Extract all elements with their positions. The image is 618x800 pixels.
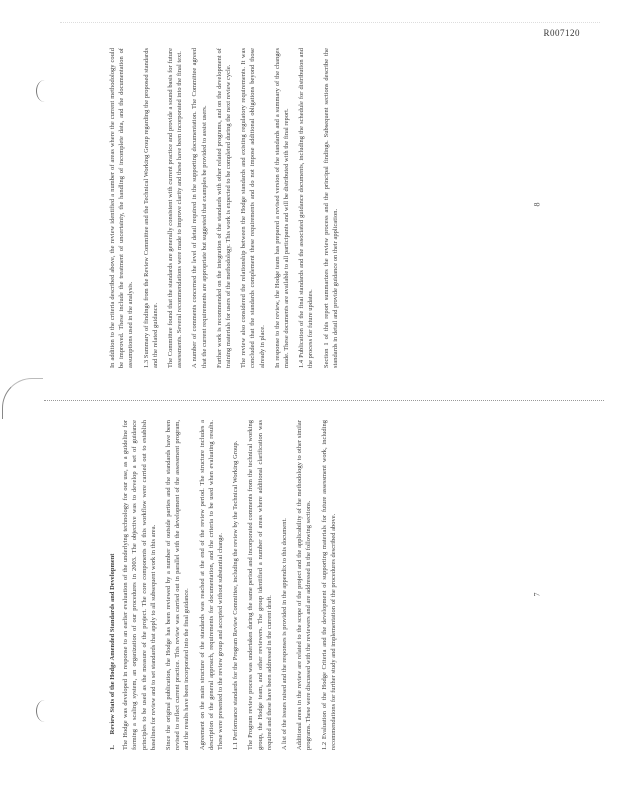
paragraph: In addition to the criteria described above, the review identified a number of areas where the current methodology could be improved. These include the treatment of uncertainty, the handling of incomplete data, and the documentation of assumptions used in the analysis.: [109, 48, 135, 368]
paragraph: Agreement on the main structure of the standards was reached at the end of the review period. The structure includes a description of the general approach, requirements for documentation, and the criteria to be used when evaluating results. These were presented to the review group and accepted without substantial change.: [198, 420, 225, 750]
paragraph: 1.1 Performance standards for the Program Review Committee, including the review by the Technical Working Group.: [232, 440, 240, 750]
paragraph: The Committee found that the standards are generally consistent with current practice and provide a sound basis for future assessments. Several recommendations were made to improve clarity and these have been incorporated into the final text.: [167, 48, 184, 368]
paragraph: 1.2 Evaluation of the Hodge Criteria and the development of supporting materials for future assessment work, including recommendations for further study and implementation of the procedures described above.: [320, 420, 337, 750]
paragraph: Further work is recommended on the integration of the standards with other related programs, and on the development of training materials for users of the methodology. This work is expected to be completed during the next review cycle.: [215, 48, 233, 368]
paragraph: Section 1 of this report summarizes the review process and the principal findings. Subsequent sections describe the standards in detail and provide guidance on their application.: [322, 48, 339, 368]
paragraph: Additional areas in the review are related to the scope of the project and the applicability of the methodology to other similar programs. These were discussed with the reviewers and are addressed in the following sections.: [296, 420, 313, 750]
binding-mark-top: [36, 80, 53, 102]
section-number: 1.: [109, 745, 116, 750]
page-number-lower: 7: [532, 592, 542, 597]
section-heading: [108, 420, 117, 750]
paragraph: A number of comments concerned the level of detail required in the supporting documentation. The Committee agreed that the current requirements are appropriate but suggested that examples be provided to assist users.: [191, 48, 208, 368]
section-title: Review Stats of the Hodge Amended Standards and Development: [109, 553, 116, 735]
lower-page-text: [108, 420, 344, 750]
page-number-upper: 8: [532, 202, 542, 207]
paragraph: In response to the review, the Hodge team has prepared a revised version of the standards and a summary of the changes made. These documents are available to all participants and will be distributed with the final report.: [273, 48, 291, 368]
fold-mark: [2, 378, 43, 419]
paragraph: The Program review process was undertaken during the same period and incorporated comments from the technical working group, the Hodge team, and other reviewers. The group identified a number of areas where additional clarification was required and these have been addressed in the current draft.: [247, 420, 273, 750]
paragraph: 1.3 Summary of findings from the Review Committee and the Technical Working Group regarding the proposed standards and the related guidance.: [142, 48, 159, 368]
paragraph: The Hodge was developed in response to an earlier evaluation of the underlying technology for our use, as a guideline for forming a scaling system, an organization of our procedures in 2003. The objective was to develop a set of guidance principles to be used as the measure of the project. The core components of this workflow were carried out to establish baselines for review and to set standards that apply to all subsequent work in this area.: [122, 420, 157, 750]
paragraph: The review also considered the relationship between the Hodge standards and existing regulatory requirements. It was concluded that the standards complement these requirements and do not impose additional obligations beyond those already in place.: [240, 48, 266, 368]
upper-page-text: [108, 48, 346, 368]
page-divider: [44, 400, 604, 401]
document-id: R007120: [543, 28, 580, 38]
paragraph: A list of the issues raised and the responses is provided in the appendix to this document.: [281, 518, 289, 750]
paragraph: 1.4 Publication of the final standards and the associated guidance documents, including the schedule for distribution and the process for future updates.: [298, 48, 315, 368]
binding-mark-bottom: [36, 700, 53, 722]
paragraph: Since the original publication, the Hodge has been reviewed by a number of outside parties and the standards have been revised to reflect current practice. This review was carried out in parallel with the development of the assessment program, and the results have been incorporated into the final guidance.: [165, 420, 191, 750]
top-rule: [60, 22, 600, 23]
